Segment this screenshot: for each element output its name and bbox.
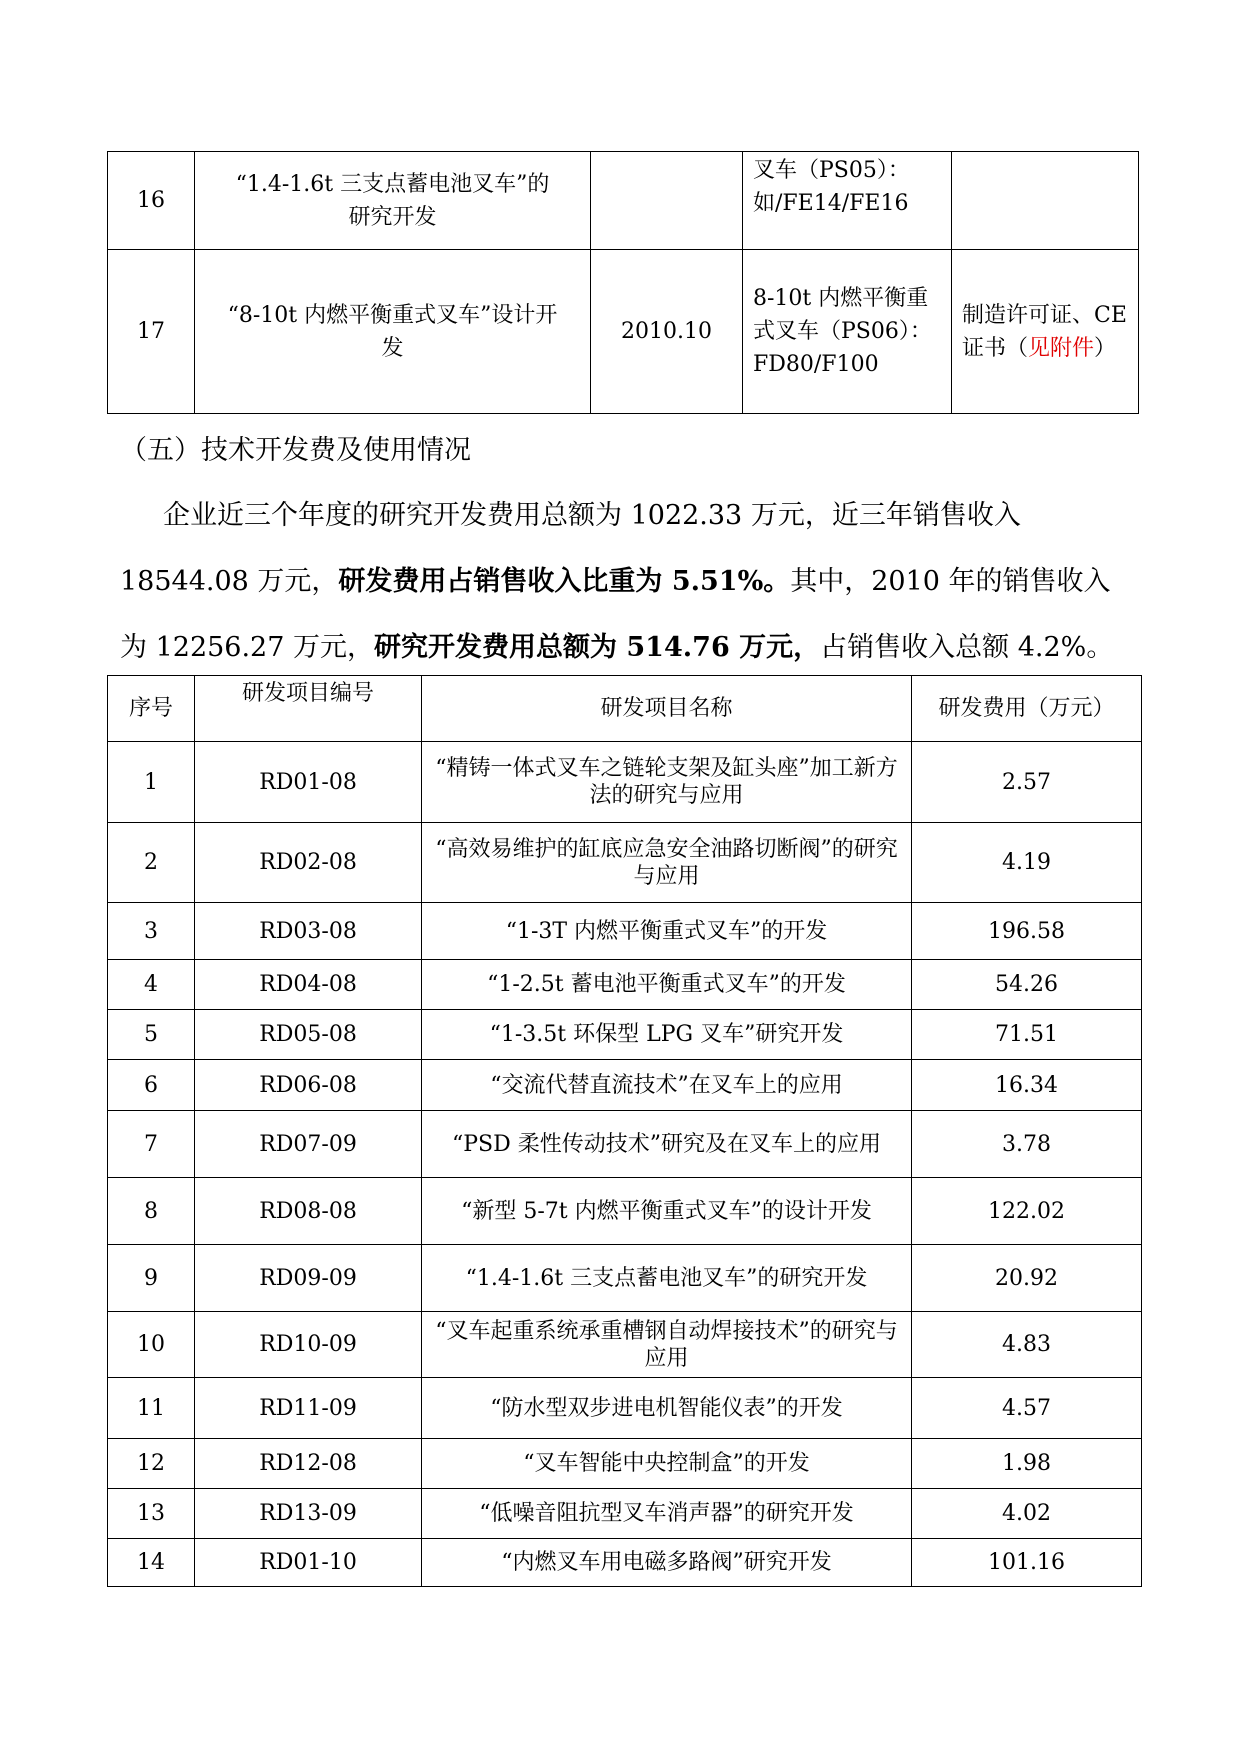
row-name: “1-3T 内燃平衡重式叉车”的开发 [422,903,912,960]
row-name: “精铸一体式叉车之链轮支架及缸头座”加工新方法的研究与应用 [422,742,912,823]
row-name: “交流代替直流技术”在叉车上的应用 [422,1060,912,1111]
row-cost: 4.83 [912,1312,1142,1378]
table-row [108,1539,1142,1587]
bold-text-run: 研究开发费用总额为 514.76 万元， [374,632,821,663]
header-cost: 研发费用（万元） [912,676,1142,742]
row-cost: 122.02 [912,1178,1142,1245]
table-row [108,1060,1142,1111]
row-name: “叉车智能中央控制盒”的开发 [422,1439,912,1489]
row-number: 16 [108,152,195,250]
row-no: 13 [108,1489,195,1539]
attachment-link[interactable]: 见附件 [1028,335,1095,361]
row-cost: 54.26 [912,960,1142,1010]
row-code: RD05-08 [195,1010,422,1060]
row-code: RD09-09 [195,1245,422,1312]
table-row [108,1439,1142,1489]
row-name: “内燃叉车用电磁多路阀”研究开发 [422,1539,912,1587]
row-code: RD11-09 [195,1378,422,1439]
completion-date: 2010.10 [591,250,743,414]
row-code: RD13-09 [195,1489,422,1539]
row-cost: 4.02 [912,1489,1142,1539]
row-code: RD08-08 [195,1178,422,1245]
row-no: 4 [108,960,195,1010]
row-no: 1 [108,742,195,823]
header-code: 研发项目编号 [195,676,422,742]
text-run: 占销售收入总额 4.2%。 [820,632,1114,663]
header-name: 研发项目名称 [422,676,912,742]
row-name: “1-2.5t 蓄电池平衡重式叉车”的开发 [422,960,912,1010]
text-run: 为 12256.27 万元， [120,632,374,663]
row-code: RD01-10 [195,1539,422,1587]
row-cost: 2.57 [912,742,1142,823]
paragraph-line-1: 企业近三个年度的研究开发费用总额为 1022.33 万元，近三年销售收入 [163,500,1021,531]
rd-expense-table [107,675,1142,1587]
certificate [952,250,1139,414]
row-no: 12 [108,1439,195,1489]
row-cost: 196.58 [912,903,1142,960]
row-no: 7 [108,1111,195,1178]
row-no: 8 [108,1178,195,1245]
table-row [108,1245,1142,1312]
row-code: RD04-08 [195,960,422,1010]
row-code: RD06-08 [195,1060,422,1111]
row-cost: 20.92 [912,1245,1142,1312]
row-code: RD02-08 [195,823,422,903]
row-name: “新型 5-7t 内燃平衡重式叉车”的设计开发 [422,1178,912,1245]
certificate-text: 制造许可证、CE证书（ [962,302,1127,361]
project-name: “8-10t 内燃平衡重式叉车”设计开发 [195,250,591,414]
row-cost: 4.19 [912,823,1142,903]
certificate [952,152,1139,250]
table-row [108,1010,1142,1060]
text-run: 其中，2010 年的销售收入 [790,566,1111,597]
row-no: 2 [108,823,195,903]
row-cost: 1.98 [912,1439,1142,1489]
row-no: 14 [108,1539,195,1587]
certificate-close: ） [1094,335,1117,361]
bold-text-run: 研发费用占销售收入比重为 5.51%。 [338,566,791,597]
table-row [108,1312,1142,1378]
row-no: 9 [108,1245,195,1312]
row-code: RD07-09 [195,1111,422,1178]
section-title: （五）技术开发费及使用情况 [120,435,471,466]
row-name: “1.4-1.6t 三支点蓄电池叉车”的研究开发 [422,1245,912,1312]
row-code: RD10-09 [195,1312,422,1378]
row-cost: 16.34 [912,1060,1142,1111]
product-model: 叉车（PS05）：如/FE14/FE16 [743,152,952,250]
row-name: “叉车起重系统承重槽钢自动焊接技术”的研究与应用 [422,1312,912,1378]
certification-table [107,151,1139,414]
text-run: 18544.08 万元， [120,566,339,597]
row-no: 3 [108,903,195,960]
table-row [108,1178,1142,1245]
table-row [108,742,1142,823]
completion-date [591,152,743,250]
row-cost: 4.57 [912,1378,1142,1439]
table-row [108,903,1142,960]
row-code: RD12-08 [195,1439,422,1489]
row-no: 6 [108,1060,195,1111]
table-row [108,1111,1142,1178]
row-name: “高效易维护的缸底应急安全油路切断阀”的研究与应用 [422,823,912,903]
table-row [108,152,1139,250]
paragraph-line-2 [120,559,1141,598]
row-no: 5 [108,1010,195,1060]
project-name: “1.4-1.6t 三支点蓄电池叉车”的研究开发 [195,152,591,250]
row-name: “PSD 柔性传动技术”研究及在叉车上的应用 [422,1111,912,1178]
row-name: “防水型双步进电机智能仪表”的开发 [422,1378,912,1439]
row-cost: 3.78 [912,1111,1142,1178]
row-code: RD01-08 [195,742,422,823]
row-name: “1-3.5t 环保型 LPG 叉车”研究开发 [422,1010,912,1060]
row-no: 10 [108,1312,195,1378]
table-row [108,1378,1142,1439]
header-no: 序号 [108,676,195,742]
row-cost: 101.16 [912,1539,1142,1587]
table-row [108,823,1142,903]
row-code: RD03-08 [195,903,422,960]
row-name: “低噪音阻抗型叉车消声器”的研究开发 [422,1489,912,1539]
row-no: 11 [108,1378,195,1439]
row-number: 17 [108,250,195,414]
product-model: 8-10t 内燃平衡重式叉车（PS06）：FD80/F100 [743,250,952,414]
row-cost: 71.51 [912,1010,1142,1060]
paragraph-line-3 [120,625,1141,664]
table-row [108,960,1142,1010]
table-row [108,1489,1142,1539]
table-header-row [108,676,1142,742]
table-row [108,250,1139,414]
